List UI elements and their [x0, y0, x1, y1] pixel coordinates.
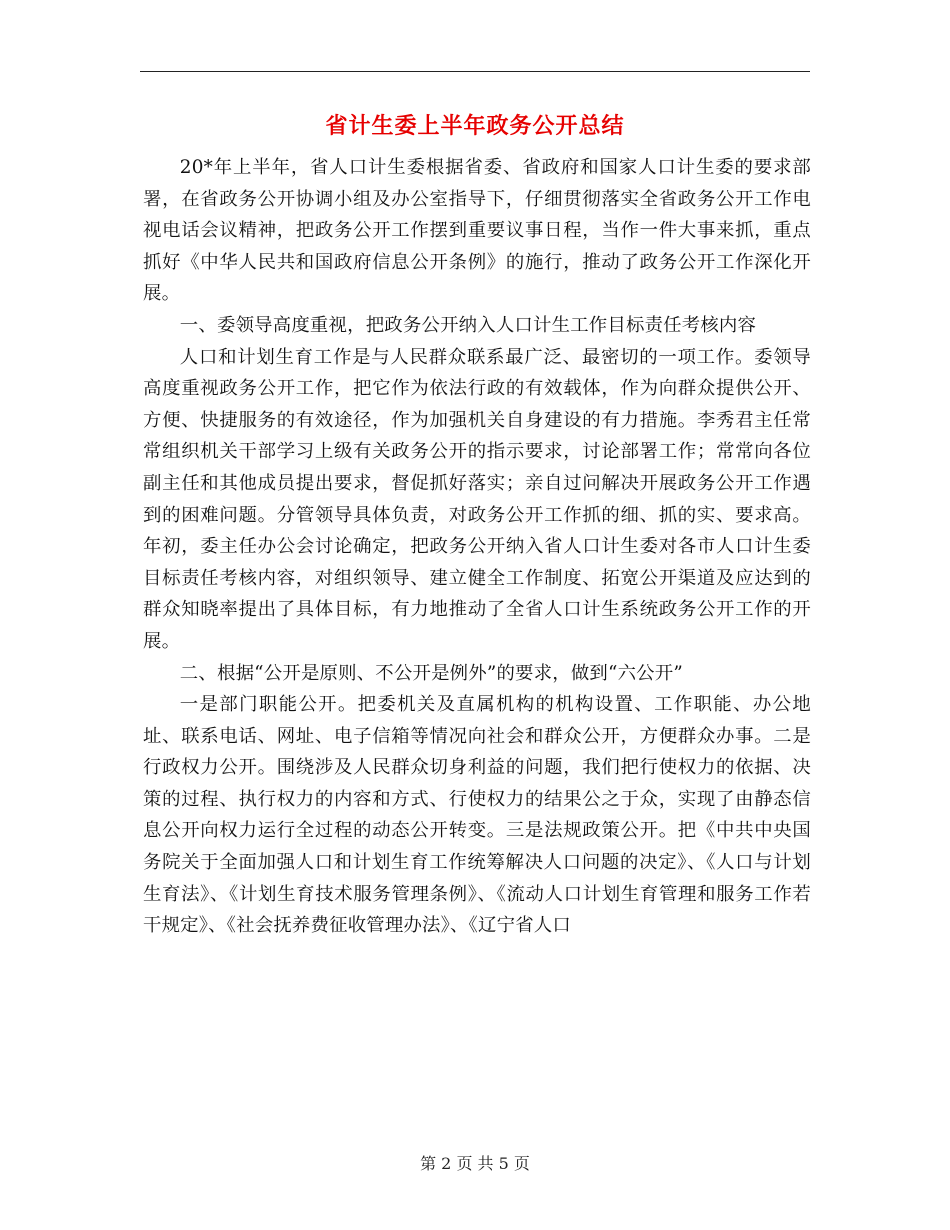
document-body [143, 152, 811, 942]
section-heading-2: 二、根据“公开是原则、不公开是例外”的要求，做到“六公开” [179, 662, 683, 684]
paragraph-intro: 20*年上半年，省人口计生委根据省委、省政府和国家人口计生委的要求部署，在省政务公开协调小组及办公室指导下，仔细贯彻落实全省政务公开工作电视电话会议精神，把政务公开工作摆到重要议事日程，当作一件大事来抓，重点抓好《中华人民共和国政府信息公开条例》的施行，推动了政务公开工作深化开展。 [143, 157, 811, 305]
section-heading-1: 一、委领导高度重视，把政务公开纳入人口计生工作目标责任考核内容 [179, 314, 757, 336]
paragraph-section-2: 一是部门职能公开。把委机关及直属机构的机构设置、工作职能、办公地址、联系电话、网址、电子信箱等情况向社会和群众公开，方便群众办事。二是行政权力公开。围绕涉及人民群众切身利益的问题，我们把行使权力的依据、决策的过程、执行权力的内容和方式、行使权力的结果公之于众，实现了由静态信息公开向权力运行全过程的动态公开转变。三是法规政策公开。把《中共中央国务院关于全面加强人口和计划生育工作统筹解决人口问题的决定》、《人口与计划生育法》、《计划生育技术服务管理条例》、《流动人口计划生育管理和服务工作若干规定》、《社会抚养费征收管理办法》、《辽宁省人口 [143, 694, 811, 937]
page-number-footer: 第 2 页 共 5 页 [420, 1154, 530, 1173]
paragraph-section-1: 人口和计划生育工作是与人民群众联系最广泛、最密切的一项工作。委领导高度重视政务公开工作，把它作为依法行政的有效载体，作为向群众提供公开、方便、快捷服务的有效途径，作为加强机关自身建设的有力措施。李秀君主任常常组织机关干部学习上级有关政务公开的指示要求，讨论部署工作；常常向各位副主任和其他成员提出要求，督促抓好落实；亲自过问解决开展政务公开工作遇到的困难问题。分管领导具体负责，对政务公开工作抓的细、抓的实、要求高。年初，委主任办公会讨论确定，把政务公开纳入省人口计生委对各市人口计生委目标责任考核内容，对组织领导、建立健全工作制度、拓宽公开渠道及应达到的群众知晓率提出了具体目标，有力地推动了全省人口计生系统政务公开工作的开展。 [143, 346, 811, 652]
document-title: 省计生委上半年政务公开总结 [325, 113, 625, 139]
header-rule [140, 71, 810, 72]
